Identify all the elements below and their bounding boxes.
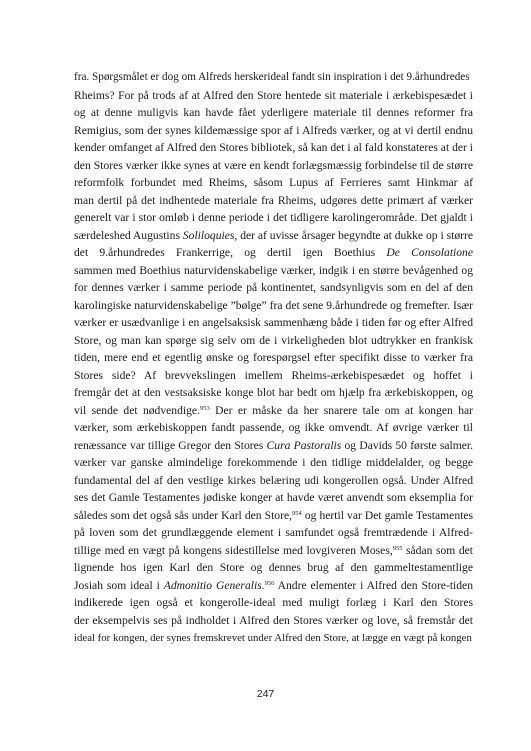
text-line [74,244,473,262]
footnote-marker[interactable]: 954 [292,509,302,517]
text-line: indikerede igen også et kongerolle-ideal med muligt forlæg i Karl den Stores [74,596,473,610]
text-segment: det 9.århundredes Frankerrige, og dertil igen Boethius [74,246,387,260]
text-line: Rheims? For på trods af at Alfred den Store hentede sit materiale i ærkebispesædet i [74,88,473,102]
text-line: ses det Gamle Testamentes jødiske konger at havde været anvendt som eksemplia for [74,491,473,505]
text-line: Stores side? Af brevvekslingen imellem Rheims-ærkebispesædet og hoffet i [74,368,473,382]
text-line [74,227,473,245]
text-segment: Andre elementer i Alfred den Store-tiden [274,578,473,592]
text-line: sammen med Boethius naturvidenskabelige værker, indgik i en større bevågenhed og [74,263,473,277]
text-segment: tillige med en vægt på kongens sidestillelse med lovgiveren Moses, [74,543,393,557]
text-line [74,542,473,560]
text-line [74,507,473,525]
text-line: Store, og man kan spørge sig selv om de i virkeligheden blot udtrykker en frankisk [74,333,473,347]
page-number: 247 [256,688,275,700]
text-segment: Josiah som ideal i [74,578,164,592]
text-line: kender omfanget af Alfred den Stores bibliotek, så kan det i al fald konstateres at der i [74,141,473,155]
text-line: tiden, mere end et egentlig ønske og forespørgsel efter specifikt disse to værker fra [74,351,473,365]
text-line: og at denne muligvis kan havde fået yderligere materiale til dennes reformer fra [74,106,473,120]
text-segment: vil sende det nødvendige. [74,403,200,417]
text-line: værker, som ærkebiskoppen fandt passende, og ikke omvendt. Af øvrige værker til [74,421,473,435]
text-segment: og Davids 50 første salmer. [344,438,473,452]
text-line [74,577,473,595]
text-segment: særdeleshed Augustins [74,228,183,242]
text-line: fundamental del af den vestlige kirkes belæring udi kongerollen også. Under Alfred [74,473,473,487]
text-line: ideal for kongen, der synes fremskrevet under Alfred den Store, at lægge en vægt på kongen [74,631,472,644]
text-line: Remigius, som der synes kildemæssige spor af i Alfreds værker, og at vi dertil endnu [74,123,473,137]
footnote-marker[interactable]: 953 [199,404,210,412]
text-line: fra. Spørgsmålet er dog om Alfreds herskerideal fandt sin inspiration i det 9.århundredes [74,71,470,83]
text-line: værker er usædvanlige i en angelsaksisk sammenhæng både i tiden før og efter Alfred [74,316,473,330]
text-segment: sådan som det [406,543,473,557]
text-line: der eksempelvis ses på indholdet i Alfred den Stores værker og love, så fremstår det [74,613,473,627]
text-line: for dennes værker i samme periode på kontinentet, sandsynligvis som en del af den [74,281,473,295]
text-line: den Stores værker ikke synes at være en kendt forlægsmæssig forbindelse til de større [74,158,473,172]
italic-title: De Consolatione [386,246,473,260]
text-segment: Der er måske da her snarere tale om at kongen har [215,403,473,417]
text-line [74,437,473,455]
text-segment: og hertil var Det gamle Testamentes [304,508,473,522]
italic-title: Admonitio Generalis. [163,578,265,592]
text-segment: renæssance var tillige Gregor den Stores [74,438,267,452]
text-line: lignende hos igen Karl den Store og dennes brug af den gammeltestamentlige [74,561,473,575]
text-segment: der af uvisse årsager begyndte at dukke op i større [240,228,473,242]
text-line: værker var ganske almindelige forekommende i den tidlige middelalder, og begge [74,456,473,470]
footnote-marker[interactable]: 955 [392,544,403,552]
text-line: man dertil på det indhentede materiale fra Rheims, udgøres dette primært af værker [74,193,473,207]
text-line: generelt var i stor omløb i denne periode i det tidligere karolingerområde. Det gjaldt i [74,211,473,225]
footnote-marker[interactable]: 956 [264,579,275,587]
text-line: på loven som det grundlæggende element i samfundet også fremtrædende i Alfred- [74,526,473,540]
italic-title: Soliloquies, [182,228,238,242]
text-line: reformfolk forbundet med Rheims, såsom Lupus af Ferrieres samt Hinkmar af [74,176,473,190]
text-line: karolingiske naturvidenskabelige ”bølge” fra det sene 9.århundrede og fremefter. Især [74,298,473,312]
text-line [74,402,473,420]
text-line: fremgår det at den vestsaksiske konge blot har bedt om hjælp fra ærkebiskoppen, og [74,386,473,400]
italic-title: Cura Pastoralis [266,438,342,452]
body-text [74,69,473,647]
text-segment: således som det også sås under Karl den Store, [74,508,293,522]
